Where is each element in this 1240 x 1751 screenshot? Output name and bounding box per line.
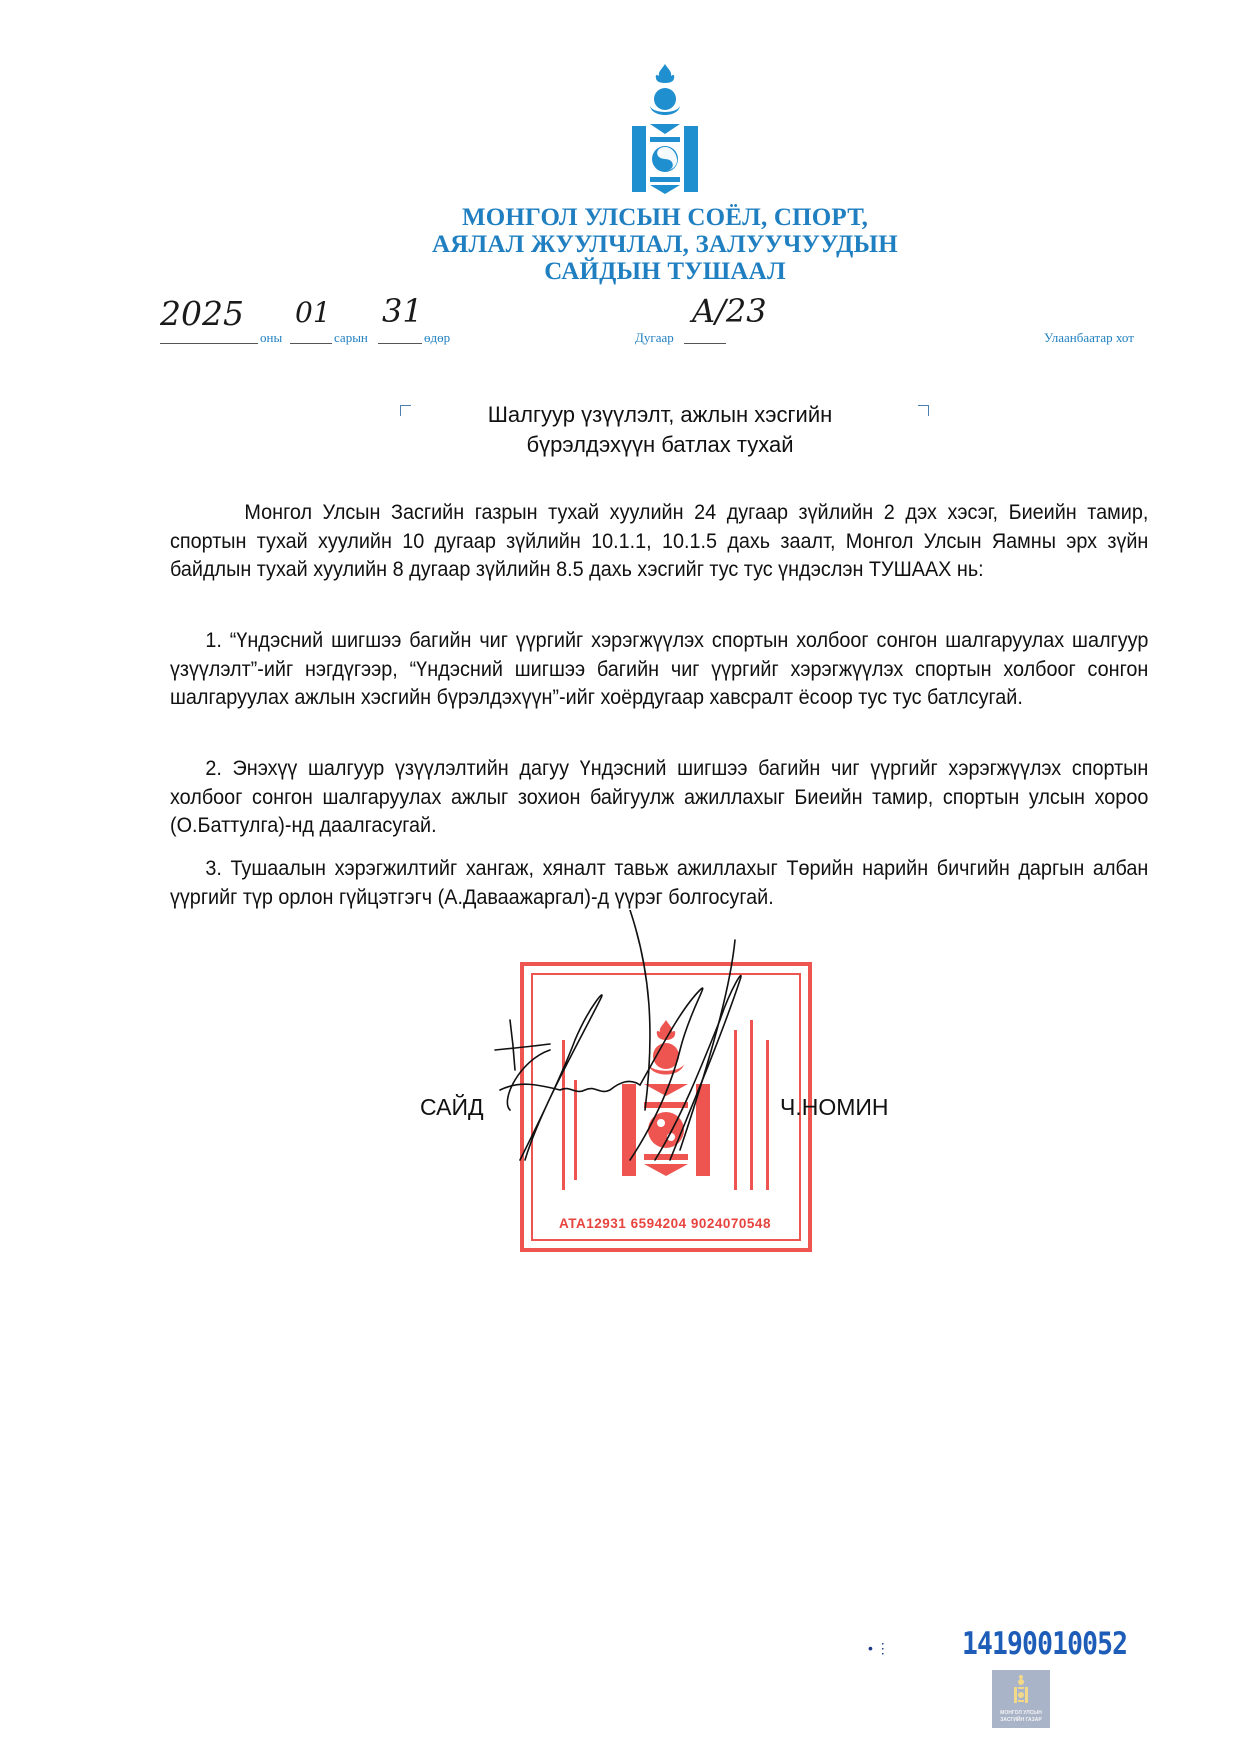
- preamble-text: Монгол Улсын Засгийн газрын тухай хуулийн 24 дугаар зүйлийн 2 дэх хэсэг, Биеийн тамир, спортын тухай хуулийн 10 дугаар зүйлийн 10.1.1, 10.1.5 дахь заалт, Монгол Улсын Яамны эрх зүйн байдлын тухай хуулийн 8 дугаар зүйлийн 8.5 дахь хэсгийг тус тус үндэслэн ТУШААХ нь:: [170, 500, 1149, 581]
- handwritten-signature: [480, 910, 820, 1170]
- ministry-title-line: МОНГОЛ УЛСЫН СОЁЛ, СПОРТ,: [461, 204, 869, 231]
- order-date: [160, 292, 460, 350]
- ministry-title-line: АЯЛАЛ ЖУУЛЧЛАЛ, ЗАЛУУЧУУДЫН: [432, 231, 898, 258]
- order-item-1: [170, 626, 1148, 712]
- registration-number: 14190010052: [962, 1626, 1128, 1662]
- ministry-title-line: САЙДЫН ТУШААЛ: [544, 258, 786, 285]
- month-label: сарын: [334, 330, 368, 345]
- corner-mark-right: [918, 405, 929, 416]
- order-number: [630, 292, 790, 350]
- ministry-title: [320, 204, 1010, 285]
- soyombo-emblem-icon: [628, 62, 702, 196]
- city-label: Улаанбаатар хот: [1044, 330, 1134, 345]
- seal-code: ATA12931 6594204 9024070548: [559, 1216, 771, 1231]
- signer-name: Ч.НОМИН: [780, 1094, 889, 1120]
- government-logo: [992, 1670, 1050, 1728]
- month-handwritten: 01: [295, 296, 331, 329]
- year-label: оны: [260, 330, 283, 345]
- order-subject: [440, 400, 880, 460]
- soyombo-small-icon: [1014, 1674, 1028, 1704]
- order-item-text: 3. Тушаалын хэрэгжилтийг хангаж, хяналт тавьж ажиллахыг Төрийн нарийн бичгийн даргын албан үүргийг түр орлон гүйцэтгэгч (А.Даваажаргал)-д үүрэг болгосугай.: [170, 856, 1149, 909]
- scan-mark: • ⋮: [868, 1640, 890, 1656]
- subject-line: Шалгуур үзүүлэлт, ажлын хэсгийн: [487, 402, 833, 427]
- day-label: өдөр: [424, 330, 451, 345]
- corner-mark-left: [400, 405, 411, 416]
- order-item-2: [170, 754, 1148, 840]
- preamble-paragraph: [170, 498, 1148, 584]
- order-item-text: 1. “Үндэсний шигшээ багийн чиг үүргийг хэрэгжүүлэх спортын холбоог сонгон шалгаруулах шалгуур үзүүлэлт”-ийг нэгдүгээр, “Үндэсний шигшээ багийн чиг үүргийг хэрэгжүүлэх спортын холбоог сонгон шалгаруулах ажлын хэсгийн бүрэлдэхүүн”-ийг хоёрдугаар хавсралт ёсоор тус тус батлсугай.: [170, 628, 1149, 709]
- subject-line: бүрэлдэхүүн батлах тухай: [526, 432, 794, 457]
- order-item-3: [170, 854, 1148, 911]
- logo-text-line: МОНГОЛ УЛСЫН: [1000, 1710, 1042, 1716]
- year-handwritten: 2025: [160, 294, 244, 333]
- number-label: Дугаар: [635, 330, 674, 345]
- order-item-text: 2. Энэхүү шалгуур үзүүлэлтийн дагуу Үндэсний шигшээ багийн чиг үүргийг хэрэгжүүлэх спортын холбоог сонгон шалгаруулах ажлыг зохион байгуулж ажиллахыг Биеийн тамир, спортын улсын хороо (О.Баттулга)-нд даалгасугай.: [170, 756, 1149, 837]
- day-handwritten: 31: [382, 292, 423, 330]
- number-handwritten: A/23: [692, 292, 767, 330]
- signer-title: САЙД: [420, 1094, 484, 1120]
- logo-text-line: ЗАСГИЙН ГАЗАР: [1000, 1717, 1042, 1723]
